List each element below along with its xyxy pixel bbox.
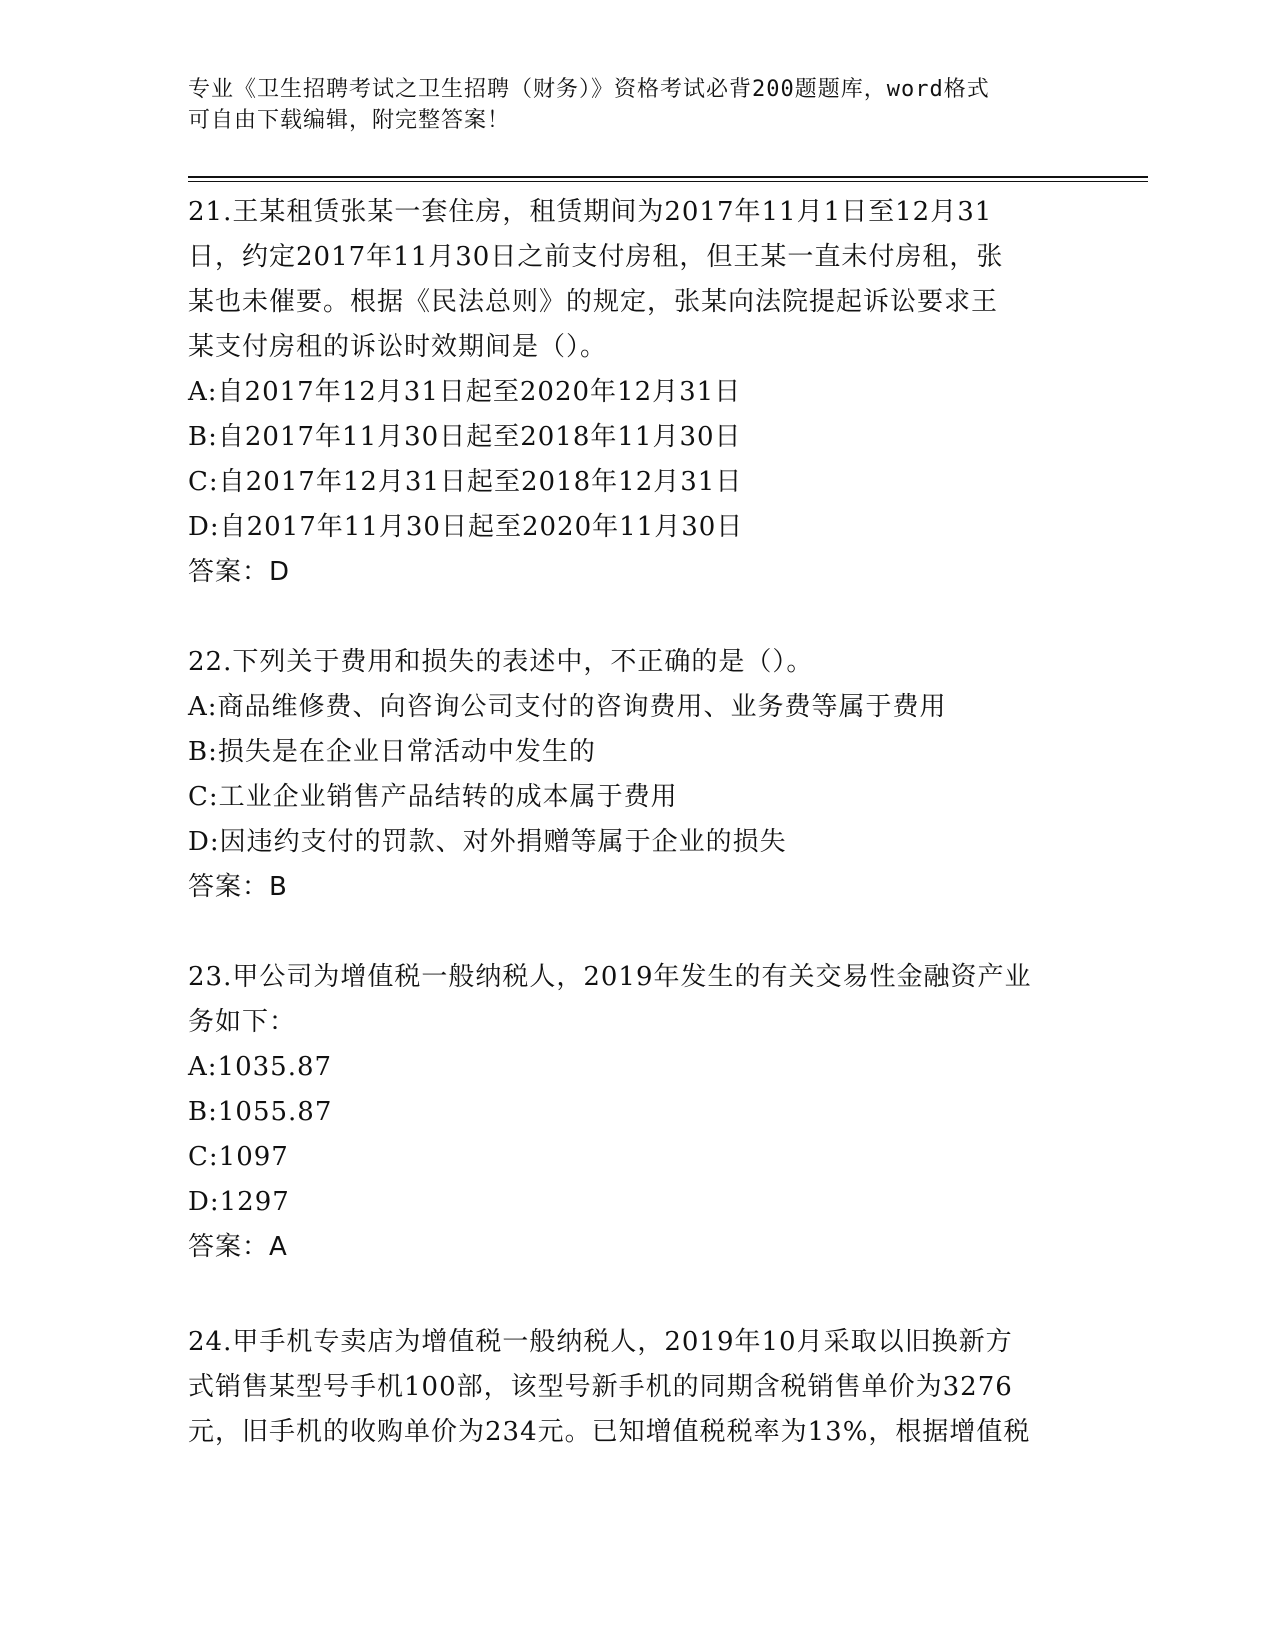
question-text-line: 21.王某租赁张某一套住房，租赁期间为2017年11月1日至12月31 [188,197,993,227]
option-c: C:自2017年12月31日起至2018年12月31日 [188,467,743,497]
option-c: C:1097 [188,1142,289,1172]
option-d: D:1297 [188,1187,290,1217]
option-d: D:自2017年11月30日起至2020年11月30日 [188,512,744,542]
option-a: A:自2017年12月31日起至2020年12月31日 [188,377,742,407]
answer-label: 答案：D [188,557,291,587]
question-spacer [188,910,1088,955]
question-text-line: 务如下： [188,1007,297,1037]
option-b: B:1055.87 [188,1097,333,1127]
question-spacer [188,595,1088,640]
question-text-line: 某支付房租的诉讼时效期间是（）。 [188,332,608,362]
question-23 [188,955,1088,1270]
question-text-line: 某也未催要。根据《民法总则》的规定，张某向法院提起诉讼要求王 [188,287,999,317]
option-c: C:工业企业销售产品结转的成本属于费用 [188,782,678,812]
question-22 [188,640,1088,910]
question-text-line: 23.甲公司为增值税一般纳税人，2019年发生的有关交易性金融资产业 [188,962,1032,992]
question-text-line: 式销售某型号手机100部，该型号新手机的同期含税销售单价为3276 [188,1372,1013,1402]
answer-label: 答案：B [188,872,288,902]
header-line-1: 专业《卫生招聘考试之卫生招聘（财务）》资格考试必背200题题库，word格式 [188,77,990,102]
question-text-line: 24.甲手机专卖店为增值税一般纳税人，2019年10月采取以旧换新方 [188,1327,1013,1357]
question-text-line: 日，约定2017年11月30日之前支付房租，但王某一直未付房租，张 [188,242,1004,272]
question-text-line: 22.下列关于费用和损失的表述中，不正确的是（）。 [188,647,814,677]
answer-label: 答案：A [188,1232,288,1262]
header-divider-thick [188,176,1148,178]
question-list [188,190,1088,1270]
question-24 [188,1320,1088,1455]
option-b: B:损失是在企业日常活动中发生的 [188,737,596,767]
question-text-line: 元，旧手机的收购单价为234元。已知增值税税率为13%，根据增值税 [188,1417,1031,1447]
header-divider-thin [188,181,1148,182]
document-header [188,74,1088,136]
option-b: B:自2017年11月30日起至2018年11月30日 [188,422,742,452]
question-21 [188,190,1088,595]
option-a: A:商品维修费、向咨询公司支付的咨询费用、业务费等属于费用 [188,692,947,722]
header-line-2: 可自由下载编辑，附完整答案！ [188,108,511,133]
option-d: D:因违约支付的罚款、对外捐赠等属于企业的损失 [188,827,787,857]
option-a: A:1035.87 [188,1052,333,1082]
